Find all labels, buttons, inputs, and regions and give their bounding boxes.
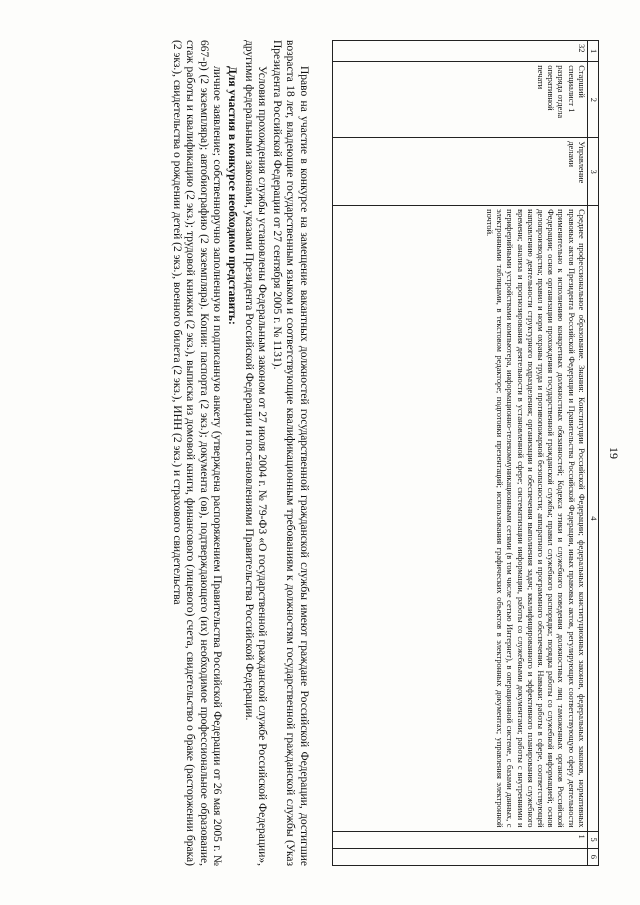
body-text [168,40,310,866]
documents-heading: Для участия в конкурсе необходимо представить: [226,66,239,325]
position-title: Старший специалист 1 разряда отдела оперативной печати [332,62,587,138]
vacancy-table [332,40,599,866]
header-col-1: 1 [587,41,598,62]
vacancy-count: 1 [332,831,587,848]
header-col-6: 6 [587,848,598,865]
header-col-5: 5 [587,831,598,848]
col-6-cell [332,848,587,865]
paragraph-documents-list: личное заявление; собственноручно заполненную и подписанную анкету (утверждена распоряжением Правительства Российской Федерации от 26 мая 2005 г. № 667-р) (2 экземпляра); автобиографию (2 экземпляра). Копии: паспорта (2 экз.); документа (ов), подтверждающего (их) необходимое профессиональное образование, стаж работы и квалификацию (2 экз.); трудовой книжки (2 экз.), выписка из домовой книги, финансового (лицевого) счета, свидетельство о браке (расторжении брака) (2 экз.), свидетельства о рождении детей (2 экз.), военного билета (2 экз.), ИНН (2 экз.) и страхового свидетельства [170,40,224,866]
qualification-requirements: Среднее профессиональное образование. Знания: Конституции Российской Федерации; федеральных конституционных законов, федеральных законов, нормативных правовых актов Президента Российской Федерации и Правительства Российской Федерации, иных правовых актов, регулирующих соответствующую сферу деятельности применительно к исполнению конкретных должностных обязанностей; Кодекса этики и служебного поведения должностных лиц таможенных органов Российской Федерации; основ организации прохождения государственной гражданской службы; правил служебного распорядка; порядка работы со служебной информацией; основ делопроизводства; правил и норм охраны труда и противопожарной безопасности; аппаратного и программного обеспечения. Навыки: работы в сфере, соответствующей направлению деятельности структурного подразделения; организации и обеспечения выполнения задач; квалифицированного и эффективного планирования служебного времени; анализа и прогнозирования деятельности в установленной сфере; систематизации информации, работы со служебными документами; работы с внутренними и периферийными устройствами компьютера, информационно-телекоммуникационными сетями (в том числе сетью Интернет), в операционной системе, с базами данных, с электронными таблицами, в текстовом редакторе; подготовки презентаций; использования графических объектов в электронных документах; управления электронной почтой. [332,206,587,831]
table-row [332,41,587,866]
paragraph-eligibility: Право на участие в конкурсе на замещение вакантных должностей государственной гражданской службы имеют граждане Российской Федерации, достигшие возраста 18 лет, владеющие государственным языком и соответствующие квалификационным требованиям к должностям государственной гражданской службы (Указ Президента Российской Федерации от 27 сентября 2005 г. № 1131). [270,40,310,866]
paragraph-service-conditions: Условия прохождения службы установлены Федеральным законом от 27 июля 2004 г. № 79-ФЗ «О государственной гражданской службе Российской Федерации», другими федеральными законами, указами Президента Российской Федерации и постановлениями Правительства Российской Федерации. [242,40,269,866]
department-name: Управление делами [332,138,587,206]
row-number: 32 [332,41,587,62]
rotated-content [15,18,625,888]
page-number: 19 [607,447,621,459]
header-col-4: 4 [587,206,598,831]
header-col-2: 2 [587,62,598,138]
header-col-3: 3 [587,138,598,206]
table-header-row [587,41,598,866]
